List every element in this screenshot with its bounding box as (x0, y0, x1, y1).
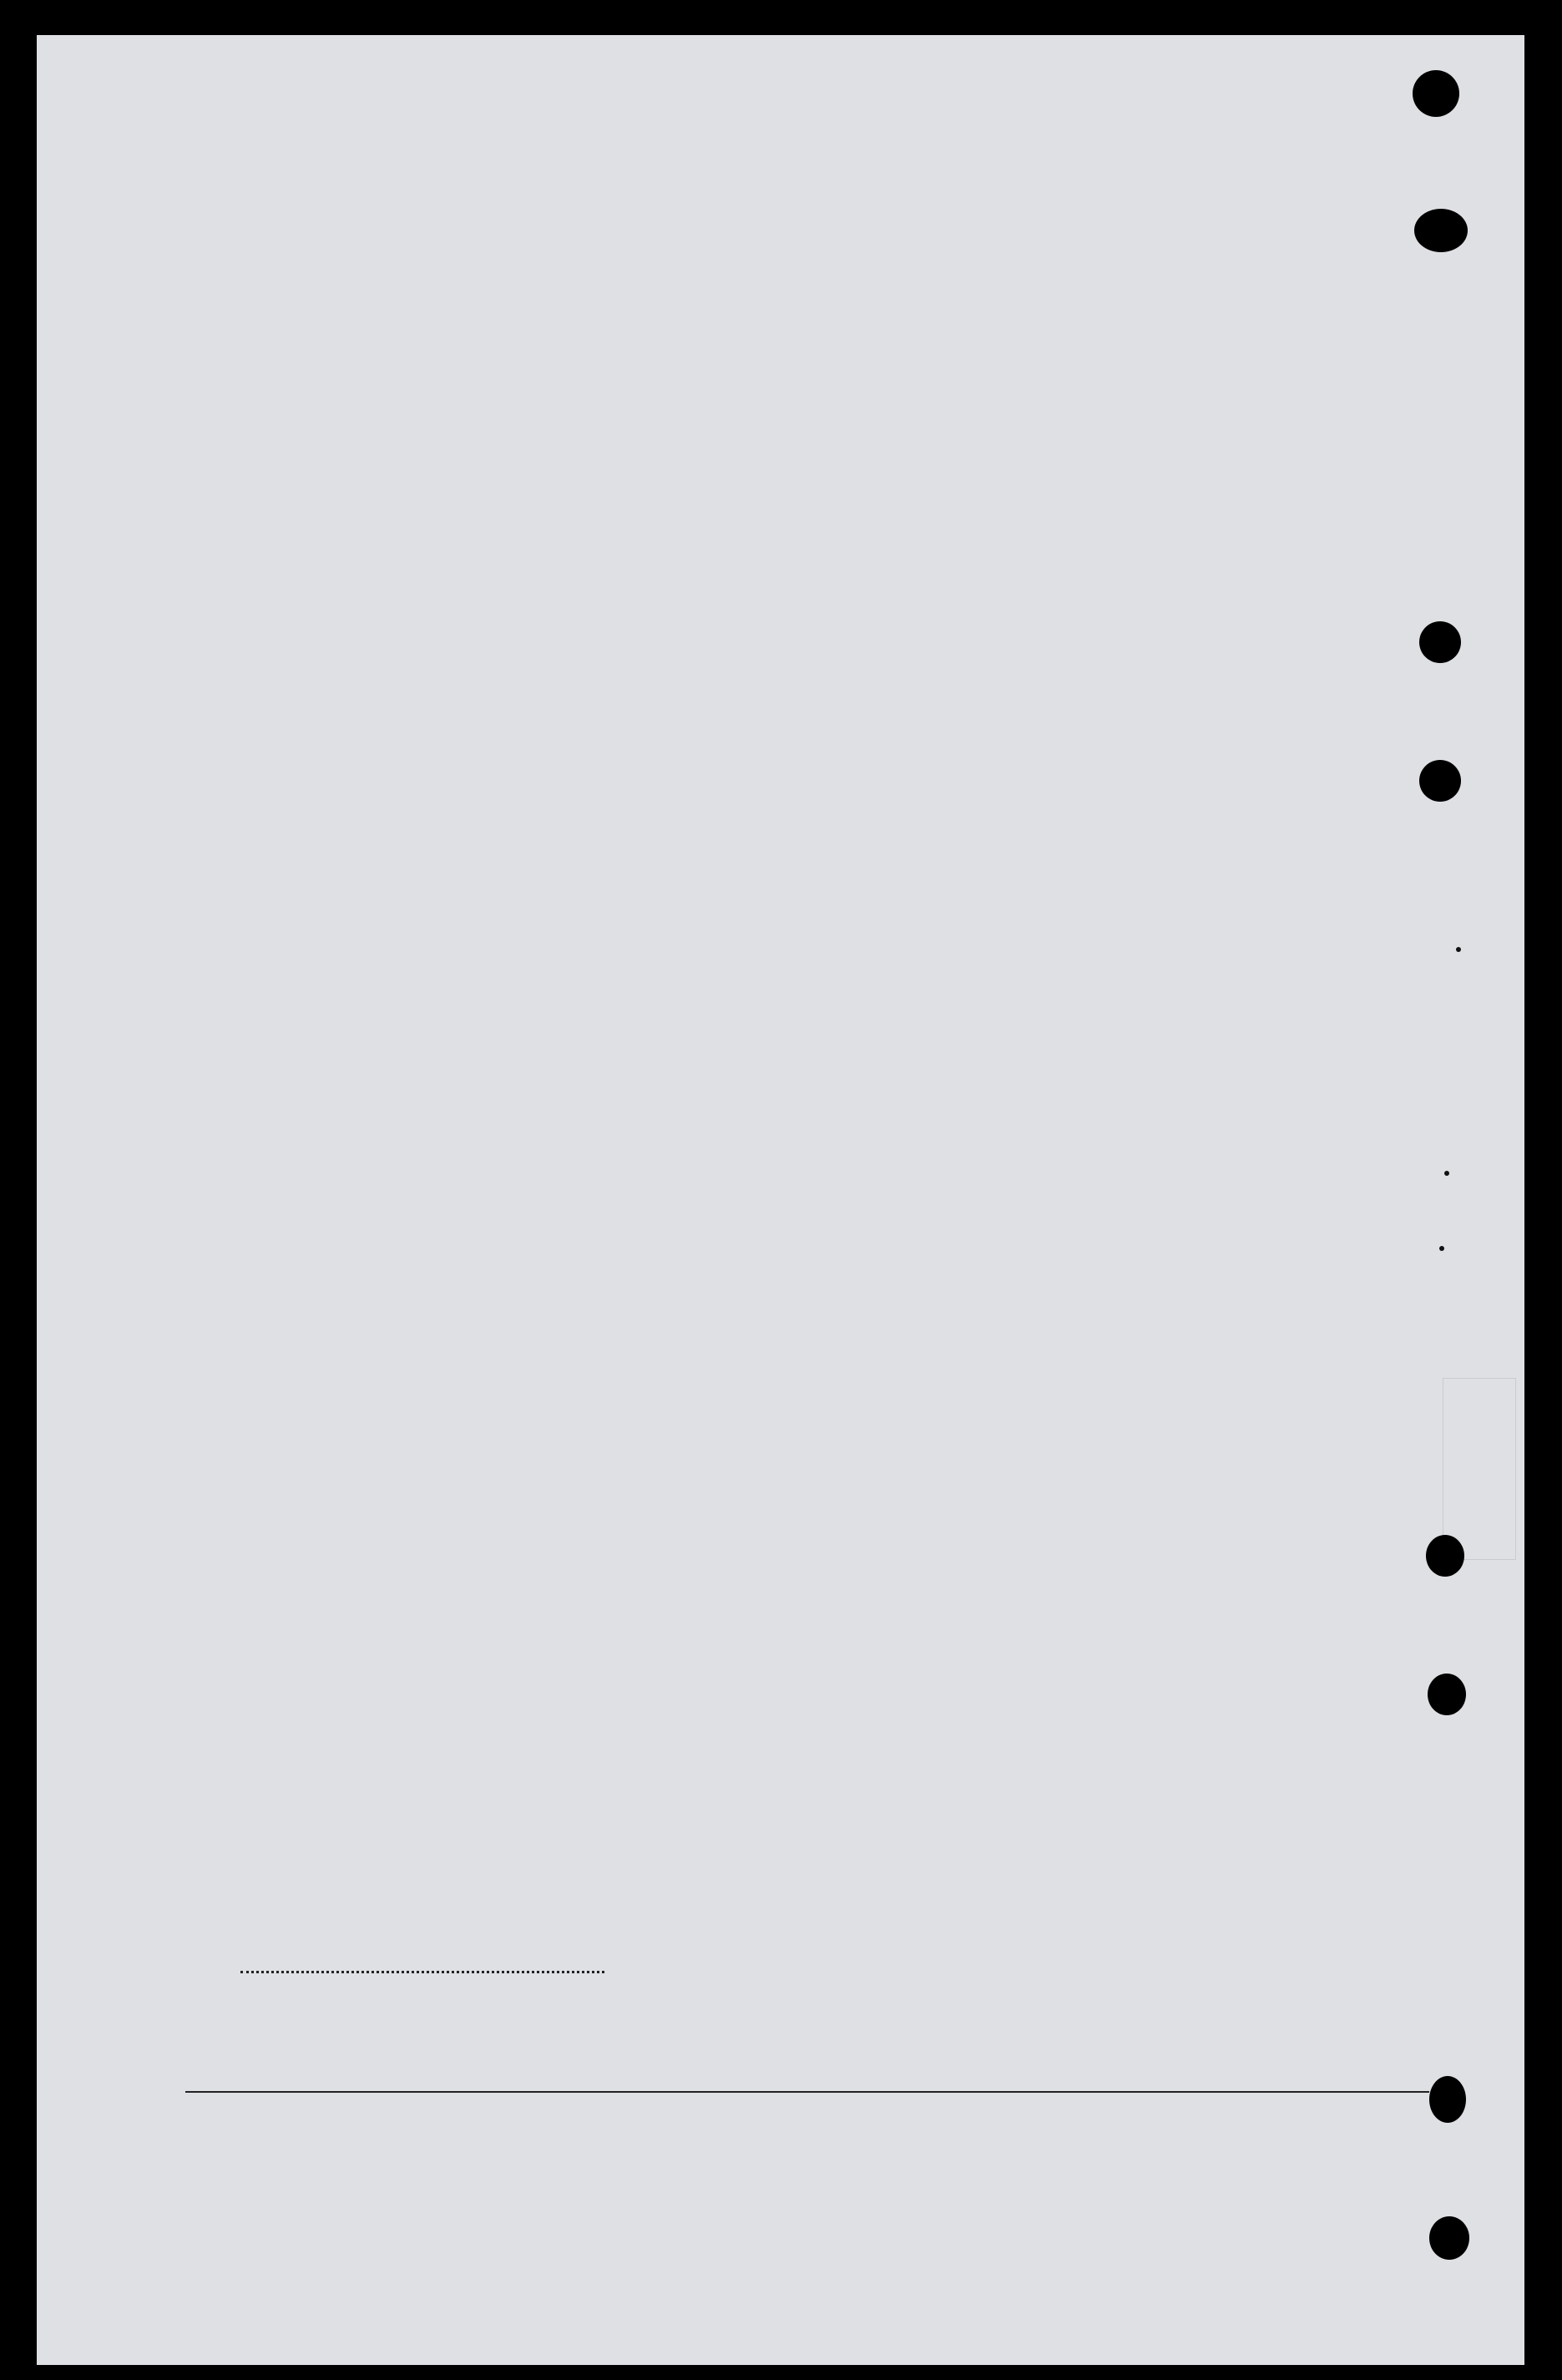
punch-hole-8 (1429, 2216, 1469, 2260)
punch-hole-3 (1419, 621, 1461, 663)
document-page (37, 35, 1524, 2365)
speck-1 (1444, 1171, 1449, 1176)
bottom-rule (185, 2091, 1429, 2093)
punch-hole-7 (1429, 2076, 1466, 2123)
punch-hole-2 (1414, 209, 1468, 252)
punch-hole-1 (1413, 70, 1459, 117)
faint-stamp-box (1443, 1378, 1516, 1560)
speck-2 (1456, 947, 1461, 952)
punch-hole-5 (1426, 1535, 1464, 1577)
deputy-signature-line (240, 1971, 604, 1973)
speck-3 (1439, 1246, 1444, 1251)
punch-hole-6 (1428, 1674, 1466, 1715)
punch-hole-4 (1419, 760, 1461, 802)
